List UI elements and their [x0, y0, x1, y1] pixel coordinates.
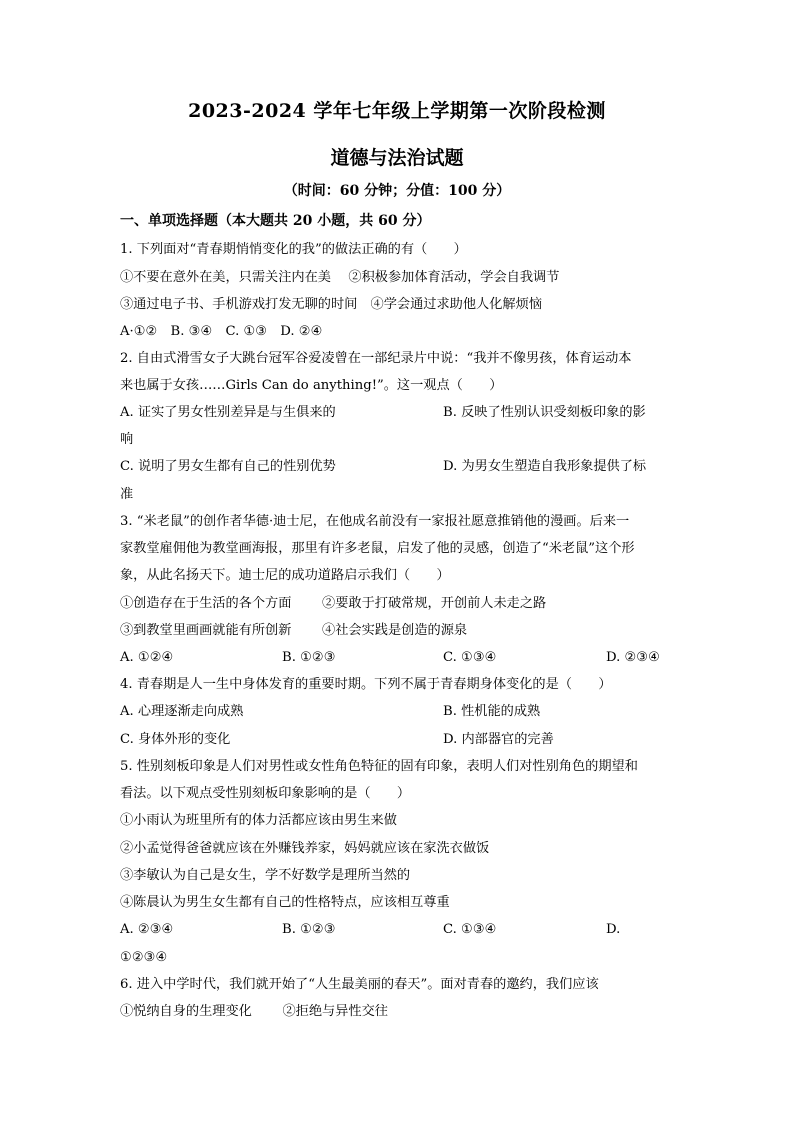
q2-stem-line1: 2. 自由式滑雪女子大跳台冠军谷爱凌曾在一部纪录片中说：“我并不像男孩，体育运动本	[120, 351, 632, 366]
q2-option-d: D. 为男女生塑造自我形象提供了标	[443, 459, 647, 474]
q4-option-d: D. 内部器官的完善	[443, 732, 554, 747]
q2-stem-line2: 来也属于女孩……Girls Can do anything!”。这一观点（ ）	[120, 378, 503, 393]
q3-option-b: B. ①②③	[282, 650, 336, 665]
q3-stem-line2: 家教堂雇佣他为教堂画海报，那里有许多老鼠，启发了他的灵感，创造了“米老鼠”这个形	[120, 541, 635, 556]
q5-option-b: B. ①②③	[282, 922, 336, 937]
q5-option-c: C. ①③④	[443, 922, 497, 937]
q3-stem-line1: 3. “米老鼠”的创作者华德·迪士尼，在他成名前没有一家报社愿意推销他的漫画。后来一	[120, 514, 630, 529]
q3-option-a: A. ①②④	[120, 650, 174, 665]
q5-statement-2: ②小孟觉得爸爸就应该在外赚钱养家，妈妈就应该在家洗衣做饭	[120, 841, 490, 856]
q6-stem: 6. 进入中学时代，我们就开始了“人生最美丽的春天”。面对青春的邀约，我们应该	[120, 977, 599, 992]
q5-statement-3: ③李敏认为自己是女生，学不好数学是理所当然的	[120, 868, 411, 883]
q5-stem-line1: 5. 性别刻板印象是人们对男性或女性角色特征的固有印象，表明人们对性别角色的期望和	[120, 759, 638, 774]
q1-stem: 1. 下列面对“青春期悄悄变化的我”的做法正确的有（ ）	[120, 242, 467, 257]
q5-option-d: D.	[606, 922, 621, 937]
q5-option-d-cont: ①②③④	[120, 950, 168, 965]
q5-option-a: A. ②③④	[120, 922, 174, 937]
q5-statement-4: ④陈晨认为男生女生都有自己的性格特点，应该相互尊重	[120, 895, 450, 910]
q3-option-c: C. ①③④	[443, 650, 497, 665]
q2-option-b-cont: 响	[120, 432, 134, 447]
exam-title: 2023-2024 学年七年级上学期第一次阶段检测	[188, 100, 606, 122]
q6-options-line1: ①悦纳自身的生理变化 ②拒绝与异性交往	[120, 1004, 388, 1019]
q2-option-b: B. 反映了性别认识受刻板印象的影	[443, 405, 646, 420]
q4-option-c: C. 身体外形的变化	[120, 732, 231, 747]
q1-answers: A·①② B. ③④ C. ①③ D. ②④	[120, 324, 323, 339]
section-heading: 一、单项选择题（本大题共 20 小题，共 60 分）	[120, 213, 431, 229]
q3-options-line2: ③到教堂里画画就能有所创新 ④社会实践是创造的源泉	[120, 623, 468, 638]
subject-title: 道德与法治试题	[330, 147, 464, 169]
q2-option-c: C. 说明了男女生都有自己的性别优势	[120, 459, 336, 474]
q3-options-line1: ①创造存在于生活的各个方面 ②要敢于打破常规，开创前人未走之路	[120, 596, 547, 611]
q4-option-b: B. 性机能的成熟	[443, 704, 541, 719]
q1-options-line1: ①不要在意外在美，只需关注内在美 ②积极参加体育活动，学会自我调节	[120, 270, 560, 285]
q5-statement-1: ①小雨认为班里所有的体力活都应该由男生来做	[120, 813, 397, 828]
exam-info: （时间：60 分钟；分值：100 分）	[283, 183, 511, 199]
q2-option-d-cont: 准	[120, 487, 134, 502]
q5-stem-line2: 看法。以下观点受性别刻板印象影响的是（ ）	[120, 786, 411, 801]
q3-option-d: D. ②③④	[606, 650, 660, 665]
q4-option-a: A. 心理逐渐走向成熟	[120, 704, 244, 719]
q4-stem: 4. 青春期是人一生中身体发育的重要时期。下列不属于青春期身体变化的是（ ）	[120, 677, 612, 692]
q1-options-line2: ③通过电子书、手机游戏打发无聊的时间 ④学会通过求助他人化解烦恼	[120, 297, 542, 312]
q3-stem-line3: 象，从此名扬天下。迪士尼的成功道路启示我们（ ）	[120, 568, 450, 583]
q2-option-a: A. 证实了男女性别差异是与生俱来的	[120, 405, 336, 420]
